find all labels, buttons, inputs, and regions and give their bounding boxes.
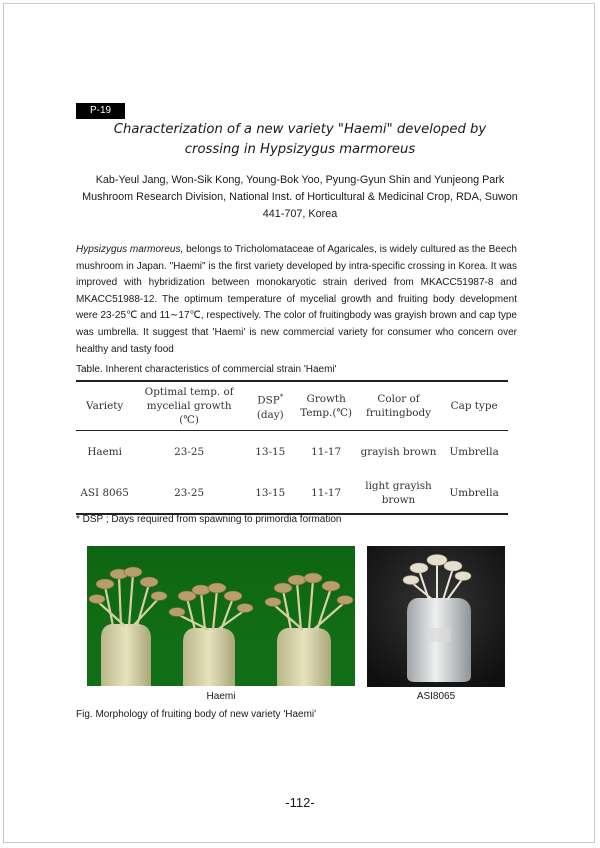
page-number: -112- [285,795,315,810]
header-growth-temp: Growth Temp.(℃) [296,381,357,431]
cell-color: light grayish brown [365,479,432,506]
paper-title [60,120,540,160]
cell-variety: Haemi [87,445,122,458]
poster-id-badge: P-19 [76,103,125,119]
affiliation-line-1: Mushroom Research Division, National Inst. of Horticultural & Medicinal Crop, RDA, Suwon [82,191,518,203]
table-row [76,431,508,473]
haemi-photo [87,546,355,686]
header-color: Color of fruitingbody [357,381,441,431]
header-variety: Variety [76,381,133,431]
author-names: Kab-Yeul Jang, Won-Sik Kong, Young-Bok Yoo, Pyung-Gyun Shin and Yunjeong Park [95,174,505,186]
cell-color: grayish brown [360,445,437,458]
cell-optimal-temp: 23-25 [174,486,205,499]
figure-caption: Fig. Morphology of fruiting body of new variety 'Haemi' [76,709,317,720]
cell-optimal-temp: 23-25 [174,445,205,458]
title-line-2: crossing in Hypsizygus marmoreus [184,142,416,157]
abstract-text: belongs to Tricholomataceae of Agaricales, is widely cultured as the Beech mushroom in Japan. "Haemi" is the first variety developed by intra-specific crossing in Korea. It was improved with hybridization between monokaryotic strain derived from MKACC51987-8 and MKACC51988-12. The optimum temperature of mycelial growth and fruiting body development were 23-25℃ and 11∼17℃, respectively. The color of fruitingbody was grayish brown and cap type was umbrella. It suggest that 'Haemi' is new commercial variety for consumer who concern over healthy and tasty food [76,244,517,355]
table-header-row [76,381,508,431]
cell-growth-temp: 11-17 [311,445,342,458]
header-dsp-unit: (day) [256,408,284,421]
table-caption: Table. Inherent characteristics of commercial strain 'Haemi' [76,364,337,375]
cell-variety: ASI 8065 [80,486,129,499]
photo-label-asi8065: ASI8065 [416,691,456,702]
table-footnote: * DSP ; Days required from spawning to primordia formation [76,514,342,525]
cell-cap-type: Umbrella [449,445,499,458]
asi8065-photo [367,546,505,687]
header-dsp-label: DSP [257,394,280,407]
cell-dsp: 13-15 [255,445,286,458]
cell-growth-temp: 11-17 [311,486,342,499]
title-line-1: Characterization of a new variety "Haemi" developed by [113,122,487,137]
header-dsp [245,381,296,431]
photo-label-haemi: Haemi [206,691,236,702]
affiliation-line-2: 441-707, Korea [262,208,338,220]
abstract [76,242,517,358]
abstract-species: Hypsizygus marmoreus, [76,244,184,255]
table-row [76,472,508,514]
header-dsp-mark: * [279,393,284,402]
cell-cap-type: Umbrella [449,486,499,499]
header-cap-type: Cap type [440,381,508,431]
cell-dsp: 13-15 [255,486,286,499]
author-block [60,172,540,223]
characteristics-table [76,380,508,515]
header-optimal-temp: Optimal temp. of mycelial growth (℃) [133,381,245,431]
